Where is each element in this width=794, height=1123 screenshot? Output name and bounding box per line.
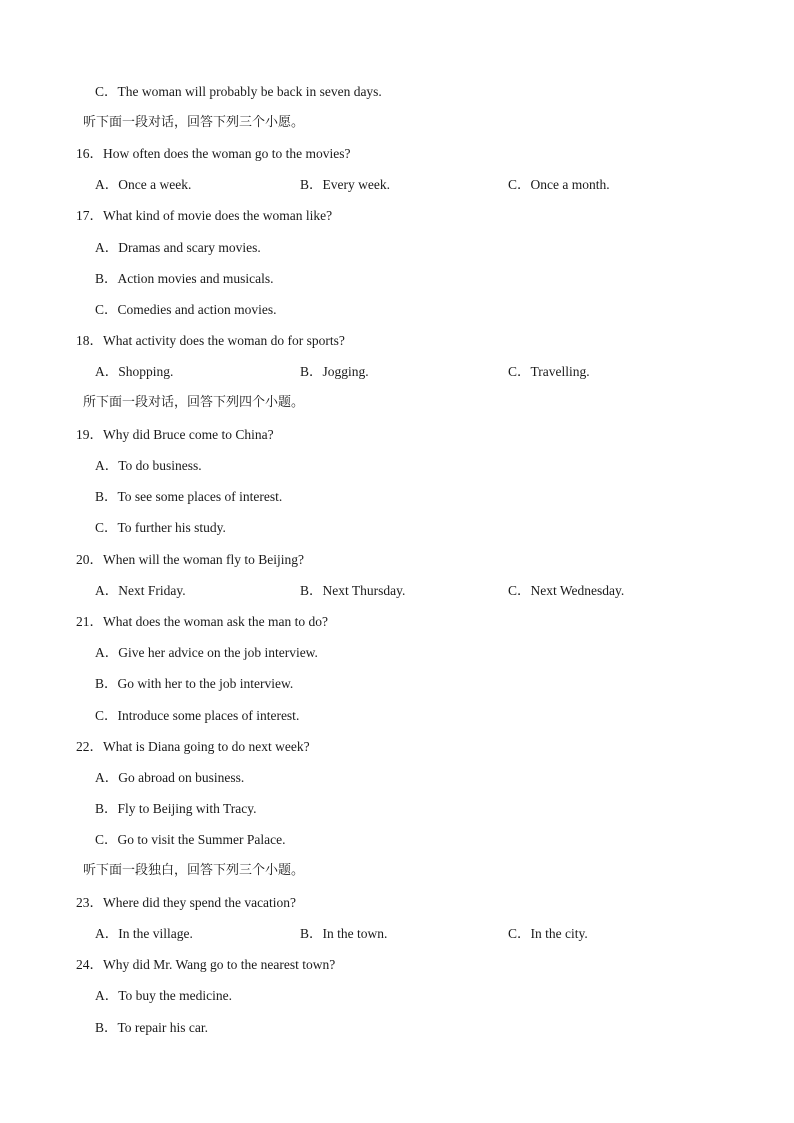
q21-option-c: C．Introduce some places of interest. [95, 708, 300, 723]
section-instruction: 所下面一段对话，回答下列四个小题。 [83, 395, 305, 410]
question-23: 23．Where did they spend the vacation? [76, 895, 297, 910]
q19-option-b: B．To see some places of interest. [95, 489, 283, 504]
q16-option-a: A．Once a week. [95, 177, 192, 192]
q21-option-a: A．Give her advice on the job interview. [95, 645, 318, 660]
q20-option-c: C．Next Wednesday. [508, 583, 625, 598]
q24-option-a: A．To buy the medicine. [95, 988, 233, 1003]
q18-option-a: A．Shopping. [95, 364, 174, 379]
q18-option-b: B．Jogging. [300, 364, 369, 379]
question-22: 22．What is Diana going to do next week? [76, 739, 310, 754]
q17-option-c: C．Comedies and action movies. [95, 302, 277, 317]
q17-option-a: A．Dramas and scary movies. [95, 240, 261, 255]
question-16: 16．How often does the woman go to the movies? [76, 146, 351, 161]
question-24: 24．Why did Mr. Wang go to the nearest town? [76, 957, 336, 972]
question-17: 17．What kind of movie does the woman like? [76, 208, 333, 223]
question-19: 19．Why did Bruce come to China? [76, 427, 274, 442]
q17-option-b: B．Action movies and musicals. [95, 271, 274, 286]
q24-option-b: B．To repair his car. [95, 1020, 209, 1035]
question-21: 21．What does the woman ask the man to do? [76, 614, 328, 629]
q21-option-b: B．Go with her to the job interview. [95, 676, 294, 691]
q16-option-c: C．Once a month. [508, 177, 610, 192]
q16-option-b: B．Every week. [300, 177, 390, 192]
q20-option-b: B．Next Thursday. [300, 583, 406, 598]
q23-option-a: A．In the village. [95, 926, 193, 941]
q19-option-a: A．To do business. [95, 458, 202, 473]
q22-option-c: C．Go to visit the Summer Palace. [95, 832, 286, 847]
q23-option-c: C．In the city. [508, 926, 588, 941]
section-instruction: 听下面一段对话，回答下列三个小愿。 [83, 115, 305, 130]
q23-option-b: B．In the town. [300, 926, 388, 941]
q18-option-c: C．Travelling. [508, 364, 590, 379]
q19-option-c: C．To further his study. [95, 520, 226, 535]
q22-option-b: B．Fly to Beijing with Tracy. [95, 801, 257, 816]
q15-option-c: C．The woman will probably be back in seven days. [95, 84, 382, 99]
question-20: 20．When will the woman fly to Beijing? [76, 552, 304, 567]
section-instruction: 听下面一段独白，回答下列三个小题。 [83, 863, 305, 878]
q20-option-a: A．Next Friday. [95, 583, 186, 598]
q22-option-a: A．Go abroad on business. [95, 770, 245, 785]
question-18: 18．What activity does the woman do for sports? [76, 333, 345, 348]
